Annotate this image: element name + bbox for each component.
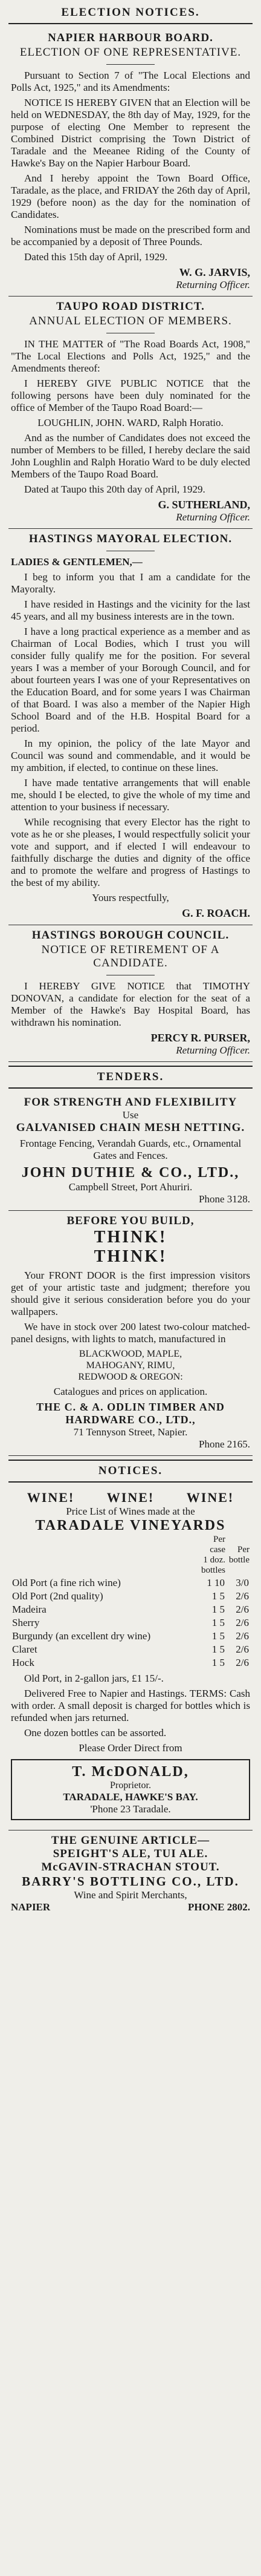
notice-title: NAPIER HARBOUR BOARD. bbox=[48, 31, 213, 44]
wine-price: 1 10 bbox=[207, 1577, 225, 1588]
wine-price: 1 5 bbox=[211, 1604, 225, 1615]
notice-subtitle: NOTICE OF RETIREMENT OF A CANDIDATE. bbox=[41, 943, 220, 969]
advert-heading: McGAVIN-STRACHAN STOUT. bbox=[41, 1861, 220, 1873]
advert-heading: THE GENUINE ARTICLE— bbox=[51, 1834, 210, 1847]
paragraph: While recognising that every Elector has the right to vote as he or she pleases, I would respectfully solicit your vote and support, and if elected I will endeavour to faithfully discharge the duties and dignity of the office and to promote the welfare and progress of Hastings to the best of my ability. bbox=[11, 816, 250, 888]
paragraph: I HEREBY GIVE PUBLIC NOTICE that the following persons have been duly nominated for the office of Member of the Taupo Road Board:— bbox=[11, 378, 250, 413]
newspaper-column bbox=[8, 0, 253, 1918]
timber-list bbox=[11, 1348, 250, 1383]
think-line: THINK! bbox=[94, 1247, 167, 1266]
price-rows bbox=[11, 1576, 250, 1670]
paragraph: IN THE MATTER of "The Road Boards Act, 1908," "The Local Elections and Polls Act, 1925," and the Amendments thereof: bbox=[11, 338, 250, 374]
signature-role: Returning Officer. bbox=[176, 511, 250, 523]
timber-line: MAHOGANY, RIMU, bbox=[86, 1360, 175, 1371]
proprietor-name: T. McDONALD, bbox=[72, 1764, 189, 1780]
signature: W. G. JARVIS, bbox=[179, 266, 250, 278]
wine-price: 2/6 bbox=[236, 1617, 249, 1628]
taradale-wines-advert bbox=[8, 1486, 253, 1830]
advert-heading: FOR STRENGTH AND FLEXIBILITY bbox=[24, 1096, 237, 1109]
wine-price-row bbox=[11, 1656, 250, 1670]
paragraph: Frontage Fencing, Verandah Guards, etc., Ornamental Gates and Fences. bbox=[19, 1138, 242, 1161]
column-header: 1 doz. bottles bbox=[201, 1555, 226, 1575]
company-town: NAPIER bbox=[11, 1901, 51, 1913]
wine-word: WINE! bbox=[27, 1490, 75, 1505]
notice-title: TAUPO ROAD DISTRICT. bbox=[56, 300, 205, 313]
wine-name: Old Port (a fine rich wine) bbox=[12, 1577, 121, 1588]
company-address: Campbell Street, Port Ahuriri. bbox=[68, 1181, 193, 1193]
advert-heading: GALVANISED CHAIN MESH NETTING. bbox=[16, 1121, 245, 1134]
proprietor-title: Proprietor. bbox=[110, 1780, 151, 1791]
proprietor-phone: 'Phone 23 Taradale. bbox=[90, 1803, 171, 1815]
signature: G. F. ROACH. bbox=[182, 907, 250, 919]
wine-price: 1 5 bbox=[211, 1617, 225, 1628]
wine-word: WINE! bbox=[106, 1490, 155, 1505]
company-name: THE C. & A. ODLIN TIMBER AND HARDWARE CO., LTD., bbox=[36, 1401, 225, 1426]
column-header: Per case bbox=[210, 1535, 225, 1555]
signature-role: Returning Officer. bbox=[176, 279, 250, 290]
proprietor-address: TARADALE, HAWKE'S BAY. bbox=[63, 1791, 198, 1803]
advert-line: Use bbox=[122, 1109, 139, 1121]
wine-price-row bbox=[11, 1603, 250, 1616]
timber-line: BLACKWOOD, MAPLE, bbox=[79, 1349, 182, 1359]
price-header-cell bbox=[201, 1534, 226, 1576]
company-phone: Phone 2165. bbox=[199, 1438, 250, 1450]
advert-line: Please Order Direct from bbox=[79, 1742, 182, 1754]
company-address: 71 Tennyson Street, Napier. bbox=[73, 1426, 188, 1438]
price-header bbox=[11, 1534, 250, 1576]
wine-name: Madeira bbox=[12, 1604, 47, 1615]
wine-price: 3/0 bbox=[236, 1577, 249, 1588]
notice-title: HASTINGS MAYORAL ELECTION. bbox=[28, 533, 233, 545]
wine-price-table bbox=[11, 1534, 250, 1670]
price-header-cell bbox=[11, 1534, 201, 1576]
wine-price: 2/6 bbox=[236, 1590, 249, 1602]
wine-banner bbox=[11, 1490, 250, 1506]
divider bbox=[8, 1481, 253, 1483]
divider bbox=[8, 1066, 253, 1067]
wine-price: 2/6 bbox=[236, 1604, 249, 1615]
wine-price: 2/6 bbox=[236, 1630, 249, 1642]
paragraph: I have resided in Hastings and the vicinity for the last 45 years, and all my business interests are in the town. bbox=[11, 598, 250, 622]
wine-price-row bbox=[11, 1576, 250, 1590]
wine-price: 1 5 bbox=[211, 1657, 225, 1668]
paragraph: I have made tentative arrangements that will enable me, should I be elected, to give the whole of my time and attention to your business if necessary. bbox=[11, 777, 250, 813]
divider bbox=[8, 1460, 253, 1461]
proprietor-box bbox=[11, 1759, 250, 1820]
wine-price: 1 5 bbox=[211, 1590, 225, 1602]
mayoral-election-notice bbox=[8, 529, 253, 925]
paragraph: Nominations must be made on the prescribed form and be accompanied by a deposit of Three Pounds. bbox=[11, 224, 250, 247]
wine-name: Hock bbox=[12, 1657, 34, 1668]
wine-price-row bbox=[11, 1616, 250, 1630]
company-phone: PHONE 2802. bbox=[188, 1901, 250, 1913]
paragraph: And I hereby appoint the Town Board Office, Taradale, as the place, and FRIDAY the 26th day of April, 1929 (before noon) as the day for the nomination of Candidates. bbox=[11, 172, 250, 220]
salutation: LADIES & GENTLEMEN,— bbox=[11, 556, 143, 568]
company-phone: Phone 3128. bbox=[199, 1193, 250, 1205]
wine-name: Burgundy (an excellent dry wine) bbox=[12, 1630, 151, 1642]
price-header-cell: Per bottle bbox=[228, 1545, 250, 1565]
company-name: BARRY'S BOTTLING CO., LTD. bbox=[22, 1874, 239, 1889]
signature: G. SUTHERLAND, bbox=[158, 499, 250, 511]
paragraph: One dozen bottles can be assorted. bbox=[24, 1727, 167, 1739]
signature-role: Returning Officer. bbox=[176, 1044, 250, 1056]
wine-price: 1 5 bbox=[211, 1630, 225, 1642]
wine-price: 2/6 bbox=[236, 1657, 249, 1668]
duthie-advert bbox=[8, 1092, 253, 1211]
divider bbox=[8, 23, 253, 24]
odlin-timber-advert bbox=[8, 1211, 253, 1456]
paragraph: Catalogues and prices on application. bbox=[53, 1386, 208, 1397]
company-name: JOHN DUTHIE & CO., LTD., bbox=[21, 1165, 240, 1181]
wine-word: WINE! bbox=[186, 1490, 234, 1505]
closing: Yours respectfully, bbox=[92, 892, 169, 903]
section-heading-election: ELECTION NOTICES. bbox=[61, 6, 200, 19]
paragraph: NOTICE IS HEREBY GIVEN that an Election will be held on WEDNESDAY, the 8th day of May, 1929, for the purpose of electing One Member to represent the Combined District comprising the Town District of Taradale and the Meeanee Riding of the County of Hawke's Bay on the Napier Harbour Board. bbox=[11, 97, 250, 169]
wine-name: Claret bbox=[12, 1644, 37, 1655]
paragraph: We have in stock over 200 latest two-colour matched-panel designs, with lights to match, manufactured in bbox=[11, 1321, 250, 1345]
dated-line: Dated at Taupo this 20th day of April, 1929. bbox=[24, 483, 205, 495]
notice-subtitle: ELECTION OF ONE REPRESENTATIVE. bbox=[19, 46, 242, 59]
dated-line: Dated this 15th day of April, 1929. bbox=[24, 251, 168, 263]
think-line: THINK! bbox=[94, 1228, 167, 1247]
paragraph: I have a long practical experience as a member and as Chairman of Local Bodies, which I trust you will consider fully qualify me for the position. For several years I was a member of your Borough Council, and for about fourteen years I was one of your Representatives on the Education Board, and for some years I was Chairman of that Board. I was also a member of the Napier High School Board and of the H.B. Hospital Board for a period. bbox=[11, 626, 250, 734]
paragraph: And as the number of Candidates does not exceed the number of Members to be filled, I hereby declare the said John Loughlin and Ralph Horatio Ward to be duly elected Members of the Taupo Road Board. bbox=[11, 432, 250, 480]
paragraph: Your FRONT DOOR is the first impression visitors get of your artistic taste and judgment; therefore you should give it serious consideration before you do your wallpapers. bbox=[11, 1270, 250, 1317]
notice-subtitle: ANNUAL ELECTION OF MEMBERS. bbox=[29, 315, 232, 327]
company-footer bbox=[11, 1901, 250, 1913]
wine-name: Sherry bbox=[12, 1617, 40, 1628]
wine-name: Old Port (2nd quality) bbox=[12, 1590, 103, 1602]
signature: PERCY R. PURSER, bbox=[150, 1032, 250, 1044]
vineyard-name: TARADALE VINEYARDS bbox=[35, 1518, 226, 1533]
paragraph: Pursuant to Section 7 of "The Local Elections and Polls Act, 1925," and its Amendments: bbox=[11, 70, 250, 93]
taupo-road-notice bbox=[8, 297, 253, 529]
barrys-bottling-advert bbox=[8, 1830, 253, 1918]
wine-price-row bbox=[11, 1590, 250, 1603]
advert-line: Price List of Wines made at the bbox=[66, 1506, 195, 1517]
wine-price-row bbox=[11, 1643, 250, 1656]
divider bbox=[106, 64, 155, 65]
napier-harbour-notice bbox=[8, 28, 253, 297]
advert-heading: SPEIGHT'S ALE, TUI ALE. bbox=[53, 1847, 208, 1860]
paragraph: Delivered Free to Napier and Hastings. TERMS: Cash with order. A small deposit is charged for bottles which is refunded when jars returned. bbox=[11, 1688, 250, 1723]
paragraph: I HEREBY GIVE NOTICE that TIMOTHY DONOVAN, a candidate for election for the seat of a Member of the Hawke's Bay Hospital Board, has withdrawn his nomination. bbox=[11, 980, 250, 1028]
section-heading-notices: NOTICES. bbox=[98, 1464, 163, 1477]
wine-price: 2/6 bbox=[236, 1644, 249, 1655]
wine-price-row bbox=[11, 1630, 250, 1643]
notice-title: HASTINGS BOROUGH COUNCIL. bbox=[31, 929, 230, 942]
divider bbox=[8, 1087, 253, 1089]
section-heading-tenders: TENDERS. bbox=[97, 1070, 164, 1083]
timber-line: REDWOOD & OREGON: bbox=[78, 1372, 183, 1382]
borough-council-notice bbox=[8, 925, 253, 1062]
paragraph: In my opinion, the policy of the late Mayor and Council was sound and commendable, and it would be my ambition, if elected, to continue on these lines. bbox=[11, 738, 250, 773]
company-trade: Wine and Spirit Merchants, bbox=[74, 1889, 187, 1901]
paragraph: Old Port, in 2-gallon jars, £1 15/-. bbox=[24, 1673, 164, 1684]
wine-price: 1 5 bbox=[211, 1644, 225, 1655]
candidate-names: LOUGHLIN, JOHN. WARD, Ralph Horatio. bbox=[37, 417, 224, 428]
advert-heading: BEFORE YOU BUILD, bbox=[66, 1214, 195, 1227]
paragraph: I beg to inform you that I am a candidate for the Mayoralty. bbox=[11, 571, 250, 595]
